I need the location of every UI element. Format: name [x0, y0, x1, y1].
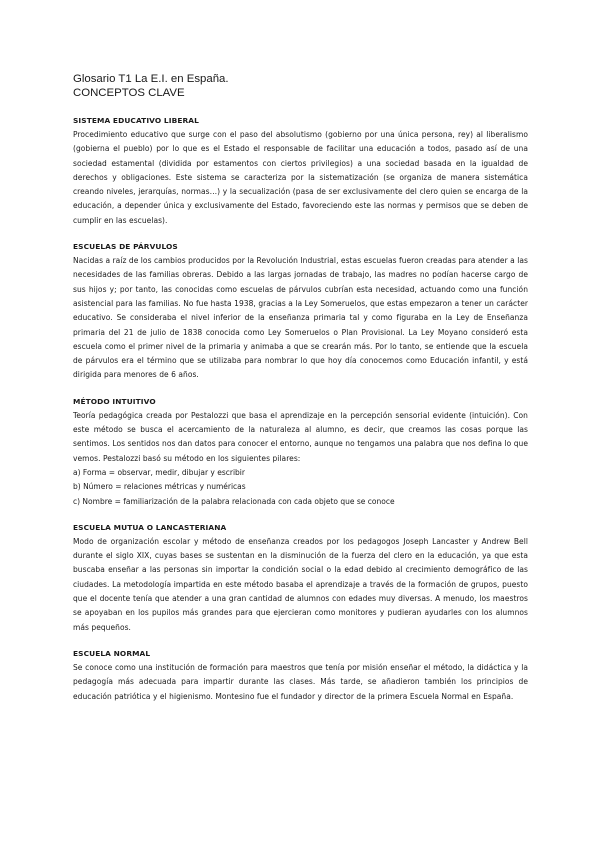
pillar-item: c) Nombre = familiarización de la palabra relacionada con cada objeto que se conoce — [73, 496, 395, 506]
pillar-item: b) Número = relaciones métricas y numéricas — [73, 482, 246, 492]
section-heading: SISTEMA EDUCATIVO LIBERAL — [73, 116, 199, 125]
document-title: Glosario T1 La E.I. en España. — [73, 73, 229, 85]
section-escuelas-de-parvulos — [73, 240, 528, 383]
section-heading: MÉTODO INTUITIVO — [73, 396, 156, 406]
document-subtitle: CONCEPTOS CLAVE — [73, 87, 185, 99]
section-heading: ESCUELA NORMAL — [73, 648, 151, 658]
section-body: Modo de organización escolar y método de enseñanza creados por los pedagogos Joseph Lancaster y Andrew Bell durante el siglo XIX, cuyas bases se sustentan en la disminución de la fuerza del clero en la educación, ya que esta buscaba enseñar a las personas sin importar la condición social o la edad debido al crecimiento demográfico de las ciudades. La metodología impartida en este método basaba el aprendizaje a través de la formación de grupos, puesto que el docente tenía que atender a una gran cantidad de alumnos con edades muy diversas. A menudo, los maestros se apoyaban en los pupilos más grandes para que ejercieran como monitores y pudieran ayudarles con los alumnos más pequeños. — [73, 536, 528, 632]
pillar-item: a) Forma = observar, medir, dibujar y escribir — [73, 467, 245, 477]
section-heading: ESCUELAS DE PÁRVULOS — [73, 242, 178, 252]
section-escuela-mutua-lancasteriana — [73, 521, 528, 635]
section-metodo-intuitivo — [73, 395, 528, 509]
pillar-list — [73, 466, 528, 509]
section-escuela-normal — [73, 647, 528, 704]
section-body: Procedimiento educativo que surge con el paso del absolutismo (gobierno por una única persona, rey) al liberalismo (gobierna el pueblo) por lo que es el Estado el responsable de facilitar una educación a todos, pasado así de una sociedad estamental (dividida por estamentos con ciertos privilegios) a una sociedad basada en la igualdad de derechos y obligaciones. Este sistema se caracteriza por la sistematización (se organiza de manera sistemática creando niveles, jerarquías, normas…) y la secualización (pasa de ser exclusivamente del clero quien se encarga de la educación, a depender única y exclusivamente del Estado, favoreciendo este las normas y permisos que se deben de cumplir en las escuelas). — [73, 130, 528, 225]
section-body: Se conoce como una institución de formación para maestros que tenía por misión enseñar el método, la didáctica y la pedagogía más adecuada para impartir durante las clases. Más tarde, se añadieron también los principios de educación patriótica y el higienismo. Montesino fue el fundador y director de la primera Escuela Normal en España. — [73, 662, 528, 701]
document-title-block — [73, 72, 528, 100]
section-body: Teoría pedagógica creada por Pestalozzi que basa el aprendizaje en la percepción sensorial evidente (intuición). Con este método se busca el acercamiento de la naturaleza al alumno, es decir, que creamos las cosas porque las sentimos. Los sentidos nos dan datos para conocer el entorno, aunque no tengamos una palabra que nos defina lo que vemos. Pestalozzi basó su método en los siguientes pilares: — [73, 410, 528, 463]
section-body: Nacidas a raíz de los cambios producidos por la Revolución Industrial, estas escuelas fueron creadas para atender a las necesidades de las familias obreras. Debido a las largas jornadas de trabajo, las madres no podían hacerse cargo de sus hijos y; por tanto, las conocidas como escuelas de párvulos cubrían esta necesidad, actuando como una función asistencial para las familias. No fue hasta 1938, gracias a la Ley Someruelos, que estas empezaron a tener un carácter educativo. Se consideraba el nivel inferior de la enseñanza primaria tal y como figuraba en la Ley de Enseñanza primaria del 21 de julio de 1838 conocida como Ley Someruelos o Plan Provisional. La Ley Moyano consideró esta escuela como el primer nivel de la primaria y animaba a que se crearán más. Por lo tanto, se entiende que la escuela de párvulos era el término que se utilizaba para nombrar lo que hoy día conocemos como Educación infantil, y está dirigida para menores de 6 años. — [73, 256, 528, 380]
section-sistema-educativo-liberal — [73, 114, 528, 228]
section-heading: ESCUELA MUTUA O LANCASTERIANA — [73, 522, 227, 532]
document-page — [73, 72, 528, 716]
